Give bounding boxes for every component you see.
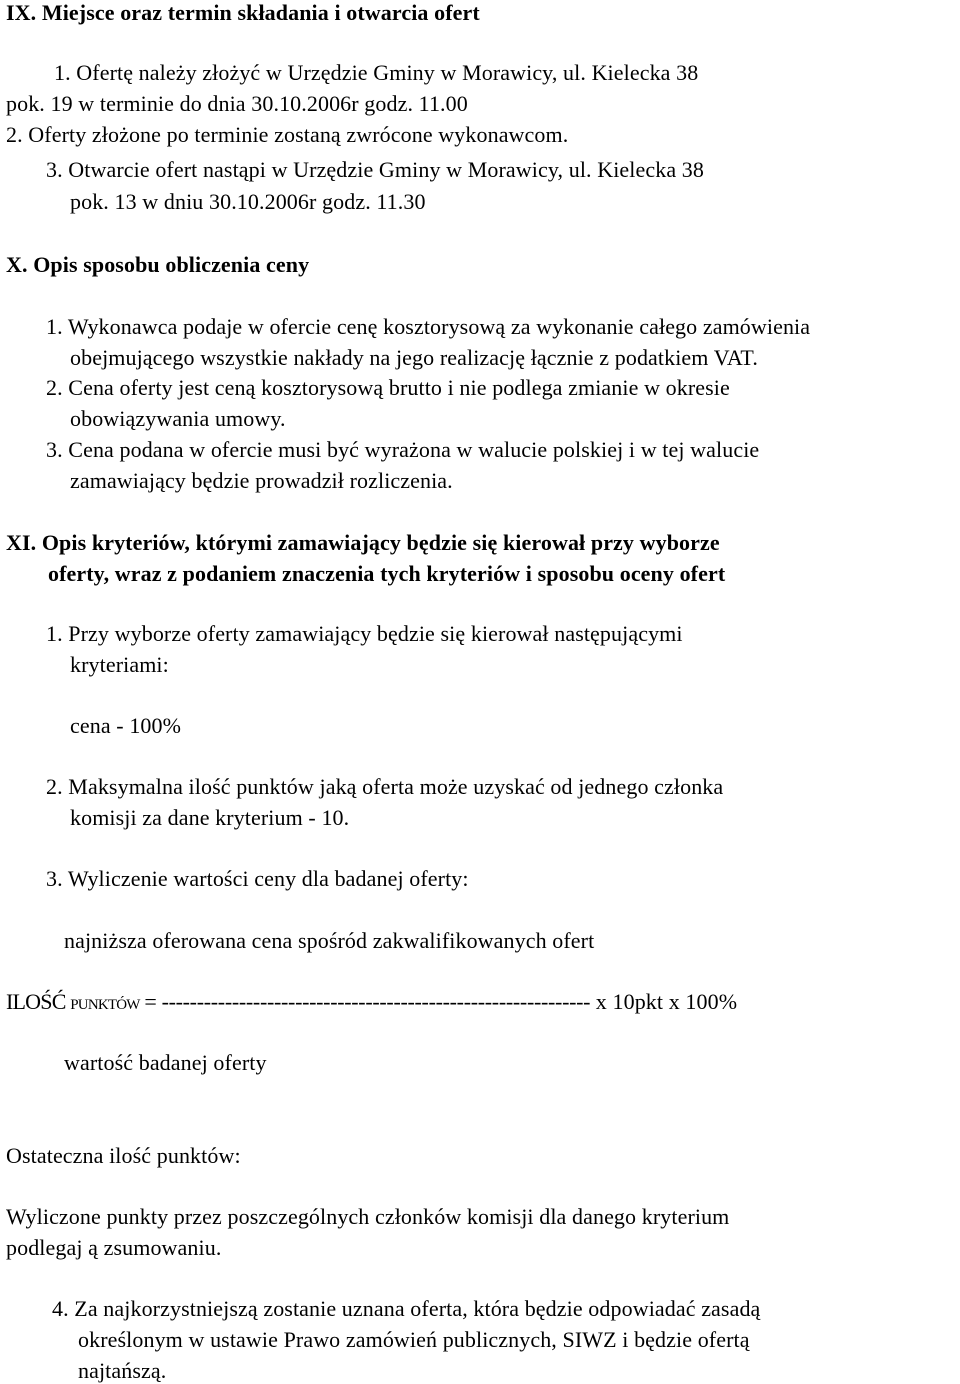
section-xi-item4-line2: określonym w ustawie Prawo zamówień publicznych, SIWZ i będzie ofertą — [78, 1327, 750, 1352]
section-x-item3-line2: zamawiający będzie prowadził rozliczenia. — [70, 468, 453, 493]
section-x-item1-line1: 1. Wykonawca podaje w ofercie cenę kosztorysową za wykonanie całego zamówienia — [46, 314, 811, 339]
section-x-item1-line2: obejmującego wszystkie nakłady na jego realizację łącznie z podatkiem VAT. — [70, 345, 758, 370]
formula-fraction-bar: ------------------------------------------------------------- — [161, 989, 591, 1014]
formula-denominator: wartość badanej oferty — [64, 1050, 267, 1075]
formula-suffix: x 10pkt x 100% — [595, 989, 738, 1014]
section-x-heading: X. Opis sposobu obliczenia ceny — [6, 252, 310, 277]
section-ix-item1-line1: 1. Ofertę należy złożyć w Urzędzie Gminy w Morawicy, ul. Kielecka 38 — [54, 60, 699, 85]
formula-line — [6, 989, 737, 1015]
section-xi-heading-line1: XI. Opis kryteriów, którymi zamawiający będzie się kierował przy wyborze — [6, 530, 720, 555]
section-x-item2-line1: 2. Cena oferty jest ceną kosztorysową brutto i nie podlega zmianie w okresie — [46, 375, 730, 400]
section-ix-item1-line2: pok. 19 w terminie do dnia 30.10.2006r godz. 11.00 — [6, 91, 468, 116]
section-xi-item4-line3: najtańszą. — [78, 1358, 167, 1383]
section-xi-item3: 3. Wyliczenie wartości ceny dla badanej oferty: — [46, 866, 469, 891]
section-ix-item3-line1: 3. Otwarcie ofert nastąpi w Urzędzie Gminy w Morawicy, ul. Kielecka 38 — [46, 157, 705, 182]
section-ix-item2: 2. Oferty złożone po terminie zostaną zwrócone wykonawcom. — [6, 122, 569, 147]
section-xi-item4-line1: 4. Za najkorzystniejszą zostanie uznana oferta, która będzie odpowiadać zasadą — [52, 1296, 761, 1321]
summation-line1: Wyliczone punkty przez poszczególnych członków komisji dla danego kryterium — [6, 1204, 730, 1229]
final-points-label: Ostateczna ilość punktów: — [6, 1143, 241, 1168]
section-x-item3-line1: 3. Cena podana w ofercie musi być wyrażona w walucie polskiej i w tej walucie — [46, 437, 760, 462]
criterion-price: cena - 100% — [70, 713, 182, 738]
section-xi-heading-line2: oferty, wraz z podaniem znaczenia tych kryteriów i sposobu oceny ofert — [48, 561, 726, 586]
section-xi-item1-line1: 1. Przy wyborze oferty zamawiający będzie się kierował następującymi — [46, 621, 683, 646]
section-ix-item3-line2: pok. 13 w dniu 30.10.2006r godz. 11.30 — [70, 189, 426, 214]
section-x-item2-line2: obowiązywania umowy. — [70, 406, 286, 431]
formula-label: ILOŚĆ punktów = — [6, 989, 156, 1014]
section-xi-item2-line1: 2. Maksymalna ilość punktów jaką oferta może uzyskać od jednego członka — [46, 774, 724, 799]
formula-numerator: najniższa oferowana cena spośród zakwalifikowanych ofert — [64, 928, 595, 953]
section-xi-item2-line2: komisji za dane kryterium - 10. — [70, 805, 350, 830]
section-ix-heading: IX. Miejsce oraz termin składania i otwarcia ofert — [6, 0, 480, 25]
summation-line2: podlegaj ą zsumowaniu. — [6, 1235, 222, 1260]
section-xi-item1-line2: kryteriami: — [70, 652, 169, 677]
